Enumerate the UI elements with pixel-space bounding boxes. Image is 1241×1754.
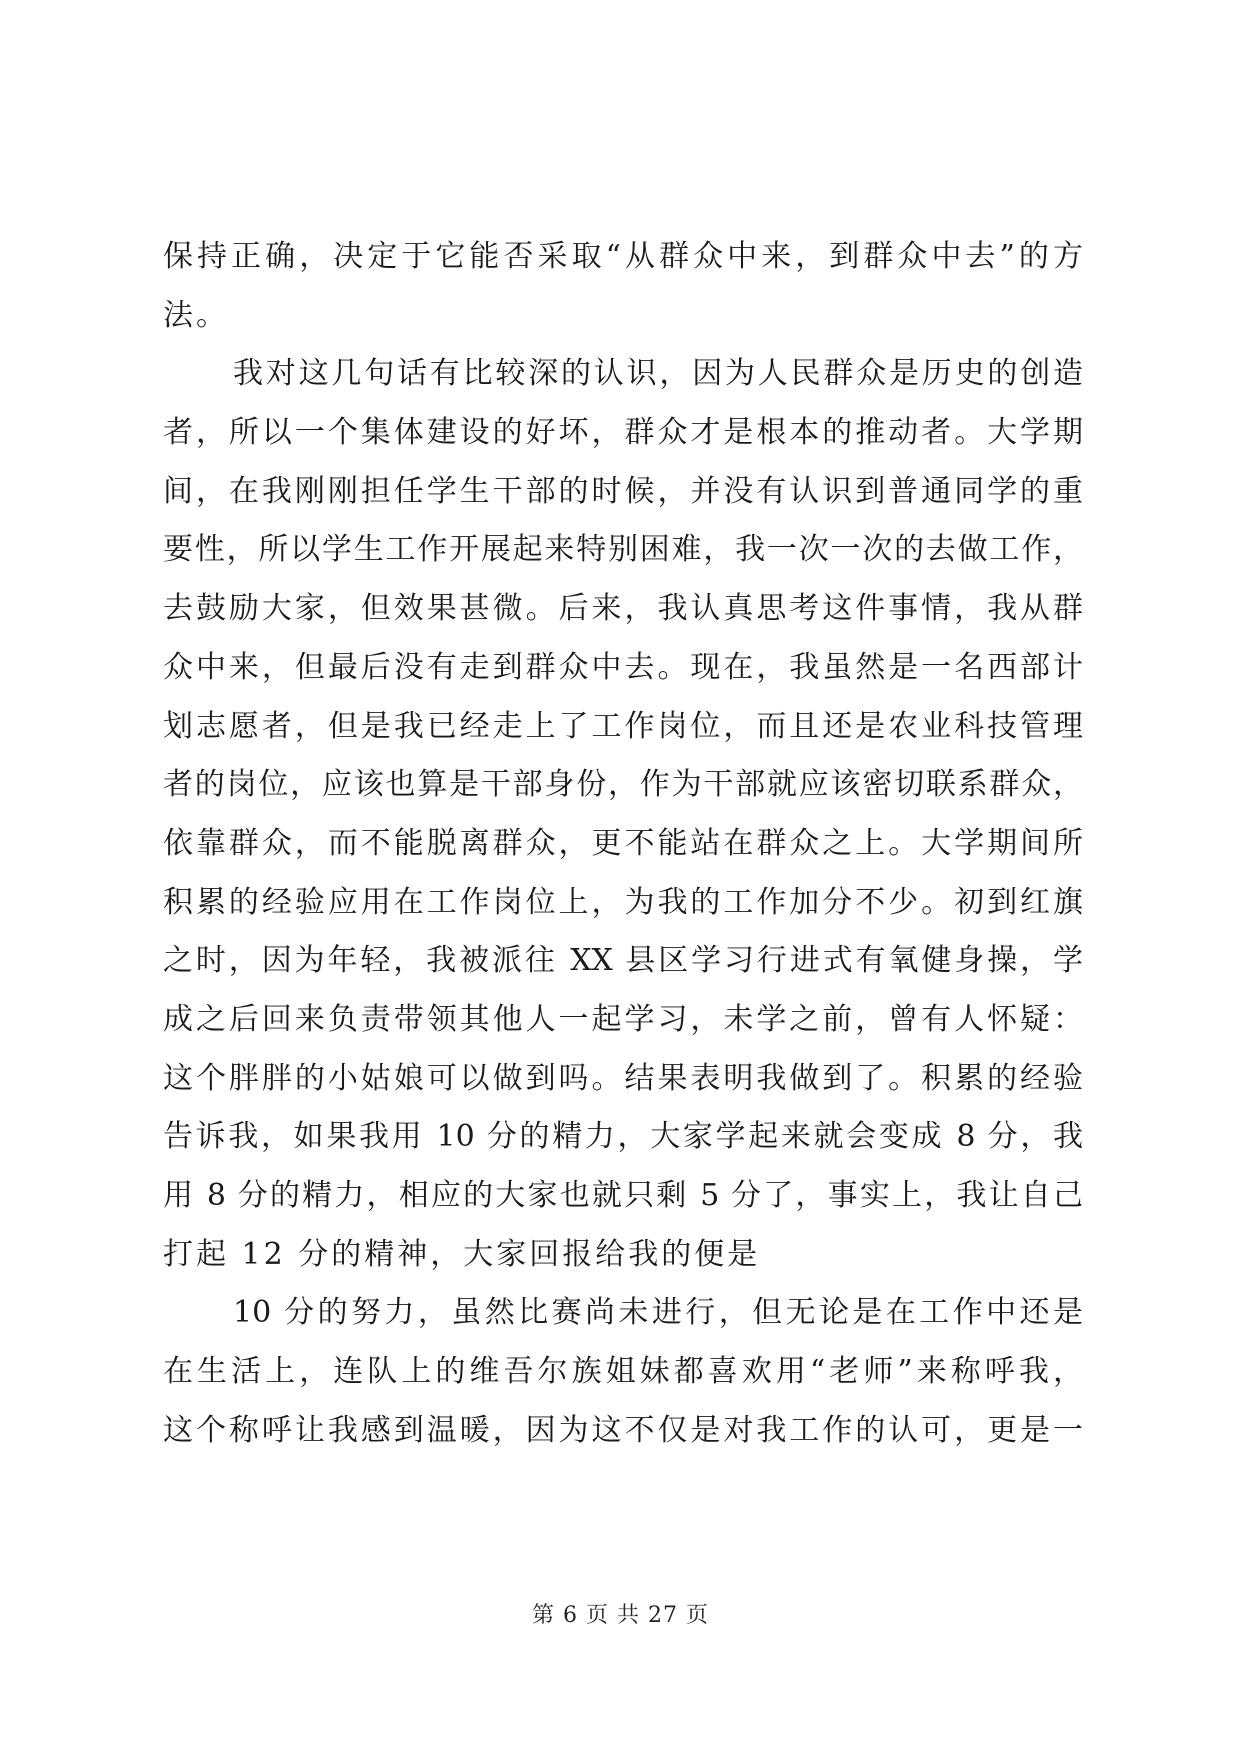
text-line: 者的岗位，应该也算是干部身份，作为干部就应该密切联系群众， — [163, 767, 1083, 803]
text-line: 者，所以一个集体建设的好坏，群众才是根本的推动者。大学期 — [163, 415, 1083, 451]
text-line: 法。 — [163, 297, 229, 333]
text-line: 去鼓励大家，但效果甚微。后来，我认真思考这件事情，我从群 — [163, 591, 1083, 627]
paragraph-start-line: 10 分的努力，虽然比赛尚未进行，但无论是在工作中还是 — [233, 1295, 1083, 1331]
text-line: 在生活上，连队上的维吾尔族姐妹都喜欢用“老师”来称呼我， — [163, 1354, 1083, 1390]
text-line: 保持正确，决定于它能否采取“从群众中来，到群众中去”的方 — [163, 239, 1083, 274]
text-line: 众中来，但最后没有走到群众中去。现在，我虽然是一名西部计 — [163, 649, 1083, 685]
text-line: 成之后回来负责带领其他人一起学习，未学之前，曾有人怀疑： — [163, 1001, 1083, 1037]
text-line: 这个胖胖的小姑娘可以做到吗。结果表明我做到了。积累的经验 — [163, 1060, 1083, 1096]
text-line: 之时，因为年轻，我被派往 XX 县区学习行进式有氧健身操，学 — [163, 943, 1083, 979]
body-text — [163, 228, 1083, 1460]
text-line: 这个称呼让我感到温暖，因为这不仅是对我工作的认可，更是一 — [163, 1412, 1083, 1448]
paragraph-start-line: 我对这几句话有比较深的认识，因为人民群众是历史的创造 — [233, 356, 1083, 392]
page-number-footer: 第 6 页 共 27 页 — [532, 1603, 709, 1628]
text-line: 要性，所以学生工作开展起来特别困难，我一次一次的去做工作， — [163, 532, 1083, 568]
text-line: 划志愿者，但是我已经走上了工作岗位，而且还是农业科技管理 — [163, 708, 1083, 744]
text-line: 间，在我刚刚担任学生干部的时候，并没有认识到普通同学的重 — [163, 473, 1083, 509]
text-line: 积累的经验应用在工作岗位上，为我的工作加分不少。初到红旗 — [163, 884, 1083, 920]
text-line: 依靠群众，而不能脱离群众，更不能站在群众之上。大学期间所 — [163, 825, 1083, 861]
text-line: 告诉我，如果我用 10 分的精力，大家学起来就会变成 8 分，我 — [163, 1119, 1083, 1155]
text-line: 打起 12 分的精神，大家回报给我的便是 — [163, 1236, 761, 1272]
text-line: 用 8 分的精力，相应的大家也就只剩 5 分了，事实上，我让自己 — [163, 1178, 1083, 1213]
